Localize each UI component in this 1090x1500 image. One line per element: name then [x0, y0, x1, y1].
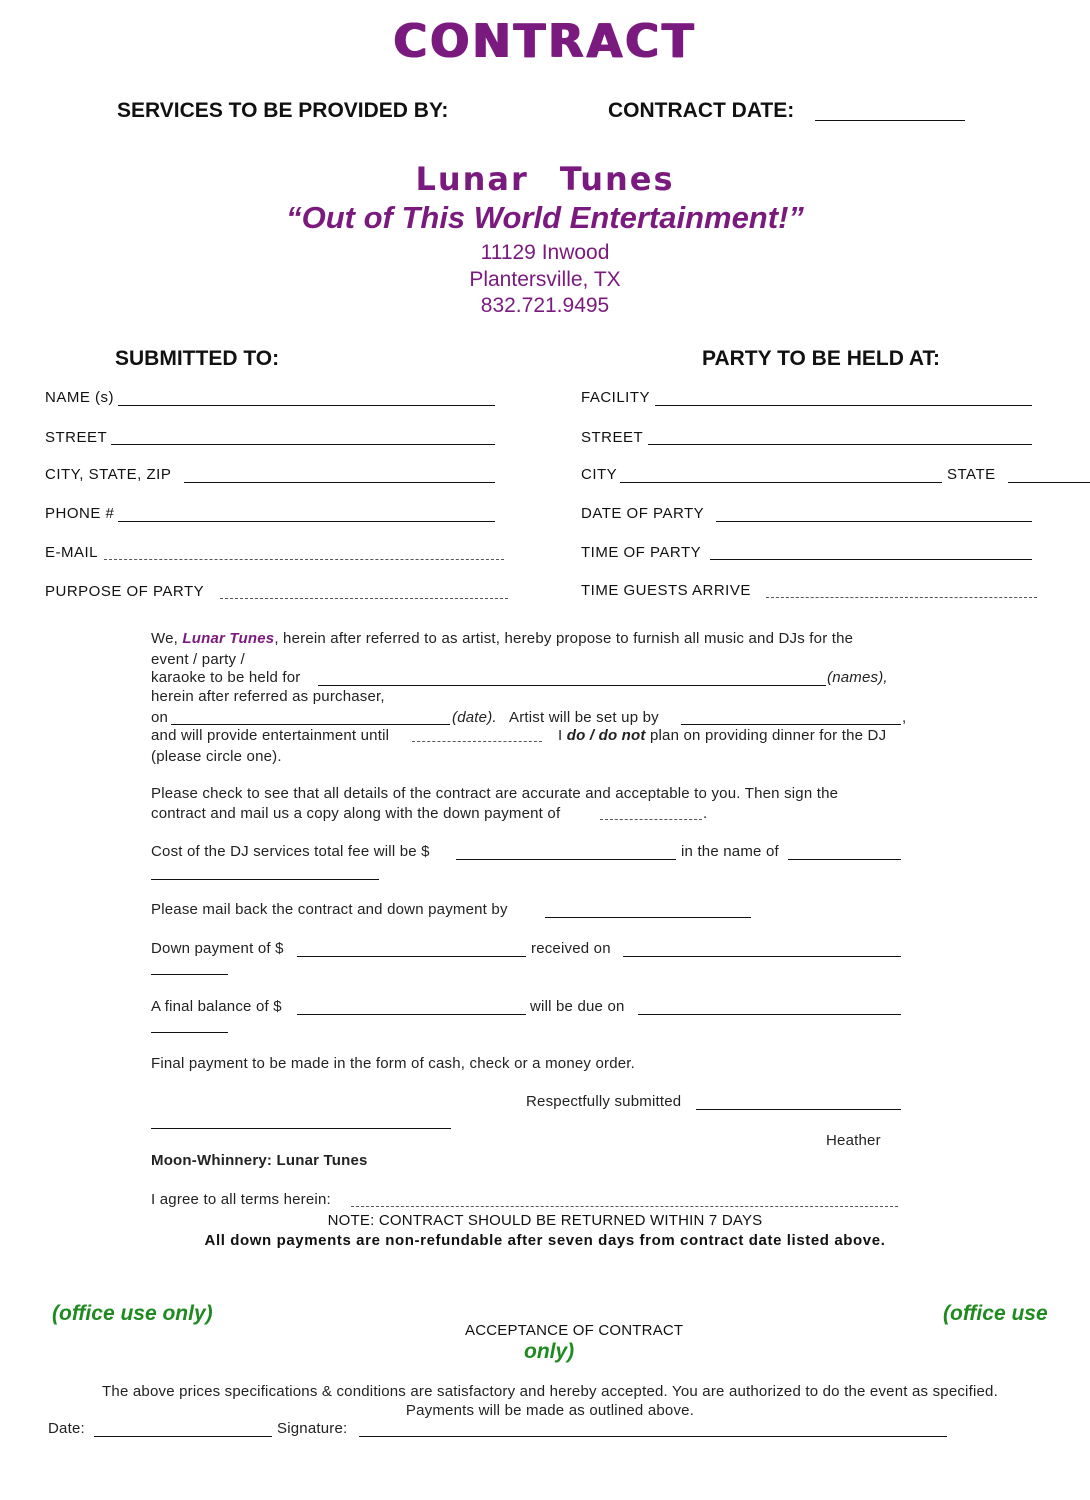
on-label: on [151, 709, 169, 726]
phone-field[interactable] [118, 521, 495, 522]
final-balance-field[interactable] [297, 1014, 526, 1015]
terms-artist-text: , herein after referred to as artist, hereby propose to furnish all music and DJs for the [274, 630, 854, 647]
non-refundable-note: All down payments are non-refundable after seven days from contract date listed above. [204, 1232, 886, 1249]
name-field[interactable] [118, 405, 495, 406]
name-of-label: in the name of [681, 843, 779, 860]
artist-signature-field[interactable] [151, 1128, 451, 1129]
agree-label: I agree to all terms herein: [151, 1191, 331, 1208]
address-street: 11129 Inwood [480, 241, 610, 264]
do-do-not-choice[interactable]: do / do not [566, 727, 646, 744]
office-use-right-cont: only) [524, 1340, 575, 1363]
names-field[interactable] [318, 685, 826, 686]
street-label: STREET [45, 429, 108, 446]
acceptance-header: ACCEPTANCE OF CONTRACT [465, 1322, 684, 1339]
terms-karaoke-label: karaoke to be held for [151, 669, 301, 686]
company-signer: Moon-Whinnery: Lunar Tunes [151, 1152, 368, 1169]
setup-comma: , [902, 709, 907, 726]
mail-back-label: Please mail back the contract and down payment by [151, 901, 508, 918]
final-balance-label: A final balance of $ [151, 998, 282, 1015]
purchaser-text: herein after referred as purchaser, [151, 688, 385, 705]
date-of-party-field[interactable] [716, 521, 1032, 522]
due-on-label: will be due on [530, 998, 625, 1015]
terms-line-1 [151, 630, 853, 647]
until-field[interactable] [412, 741, 542, 742]
names-hint: (names), [827, 669, 888, 686]
contract-date-label: CONTRACT DATE: [608, 99, 795, 122]
city-state-zip-label: CITY, STATE, ZIP [45, 466, 172, 483]
services-label: SERVICES TO BE PROVIDED BY: [117, 99, 449, 122]
acceptance-text: The above prices specifications & conditions are satisfactory and hereby accepted. You are authorized to do the event as specified. [102, 1383, 998, 1400]
tagline: “Out of This World Entertainment!” [286, 200, 804, 235]
party-street-label: STREET [581, 429, 644, 446]
check-details-text: Please check to see that all details of the contract are accurate and acceptable to you. Then sign the [151, 785, 839, 802]
phone-label: PHONE # [45, 505, 115, 522]
down-payment-field[interactable] [297, 956, 526, 957]
cost-label: Cost of the DJ services total fee will be $ [151, 843, 430, 860]
company-phone: 832.721.9495 [480, 294, 610, 317]
address-city: Plantersville, TX [469, 268, 621, 291]
heather-name: Heather [826, 1132, 881, 1149]
dinner-i: I [558, 727, 563, 744]
respectfully-signature-field[interactable] [696, 1109, 901, 1110]
party-state-label: STATE [947, 466, 996, 483]
received-on-field[interactable] [623, 956, 901, 957]
facility-field[interactable] [655, 405, 1032, 406]
facility-label: FACILITY [581, 389, 651, 406]
mail-copy-period: . [703, 805, 708, 822]
due-on-field[interactable] [638, 1014, 901, 1015]
received-on-label: received on [531, 940, 611, 957]
acceptance-date-field[interactable] [94, 1436, 272, 1437]
time-guests-arrive-label: TIME GUESTS ARRIVE [581, 582, 751, 599]
mail-copy-text: contract and mail us a copy along with the down payment of [151, 805, 561, 822]
return-note: NOTE: CONTRACT SHOULD BE RETURNED WITHIN 7 DAYS [327, 1212, 763, 1229]
received-on-field-cont[interactable] [151, 974, 228, 975]
acceptance-signature-field[interactable] [359, 1436, 947, 1437]
party-state-field[interactable] [1008, 482, 1090, 483]
purpose-field[interactable] [220, 598, 508, 599]
party-city-field[interactable] [620, 482, 942, 483]
email-label: E-MAIL [45, 544, 99, 561]
terms-we: We, [151, 630, 178, 647]
acceptance-date-label: Date: [48, 1420, 85, 1437]
purpose-label: PURPOSE OF PARTY [45, 583, 205, 600]
date-of-party-label: DATE OF PARTY [581, 505, 705, 522]
name-label: NAME (s) [45, 389, 114, 406]
brand-name: Lunar Tunes [415, 160, 675, 198]
party-street-field[interactable] [648, 444, 1032, 445]
party-held-at-header: PARTY TO BE HELD AT: [702, 347, 941, 370]
contract-title: CONTRACT [393, 14, 697, 68]
final-payment-text: Final payment to be made in the form of cash, check or a money order. [151, 1055, 636, 1072]
respectfully-label: Respectfully submitted [526, 1093, 682, 1110]
name-of-field[interactable] [788, 859, 901, 860]
city-state-zip-field[interactable] [184, 482, 495, 483]
setup-label: Artist will be set up by [509, 709, 659, 726]
circle-one-text: (please circle one). [151, 748, 282, 765]
office-use-left: (office use only) [52, 1302, 213, 1325]
terms-lunar-tunes: Lunar Tunes [182, 630, 275, 647]
party-city-label: CITY [581, 466, 618, 483]
contract-date-line[interactable] [815, 120, 965, 121]
time-of-party-field[interactable] [710, 559, 1032, 560]
name-of-field-cont[interactable] [151, 879, 379, 880]
down-payment-amount-field[interactable] [600, 819, 702, 820]
time-guests-arrive-field[interactable] [766, 597, 1037, 598]
acceptance-signature-label: Signature: [277, 1420, 348, 1437]
date-hint: (date). [452, 709, 497, 726]
cost-field[interactable] [456, 859, 676, 860]
payments-text: Payments will be made as outlined above. [405, 1402, 695, 1419]
office-use-right: (office use [943, 1302, 1048, 1325]
mail-back-date-field[interactable] [545, 917, 751, 918]
event-date-field[interactable] [171, 724, 450, 725]
street-field[interactable] [111, 444, 495, 445]
submitted-to-header: SUBMITTED TO: [115, 347, 280, 370]
dinner-plan: plan on providing dinner for the DJ [649, 727, 887, 744]
terms-line-2: event / party / [151, 651, 245, 668]
due-on-field-cont[interactable] [151, 1032, 228, 1033]
down-payment-label: Down payment of $ [151, 940, 284, 957]
email-field[interactable] [104, 559, 504, 560]
until-label: and will provide entertainment until [151, 727, 390, 744]
setup-time-field[interactable] [681, 724, 901, 725]
dinner-text [558, 727, 886, 744]
time-of-party-label: TIME OF PARTY [581, 544, 702, 561]
agree-signature-field[interactable] [351, 1206, 898, 1207]
